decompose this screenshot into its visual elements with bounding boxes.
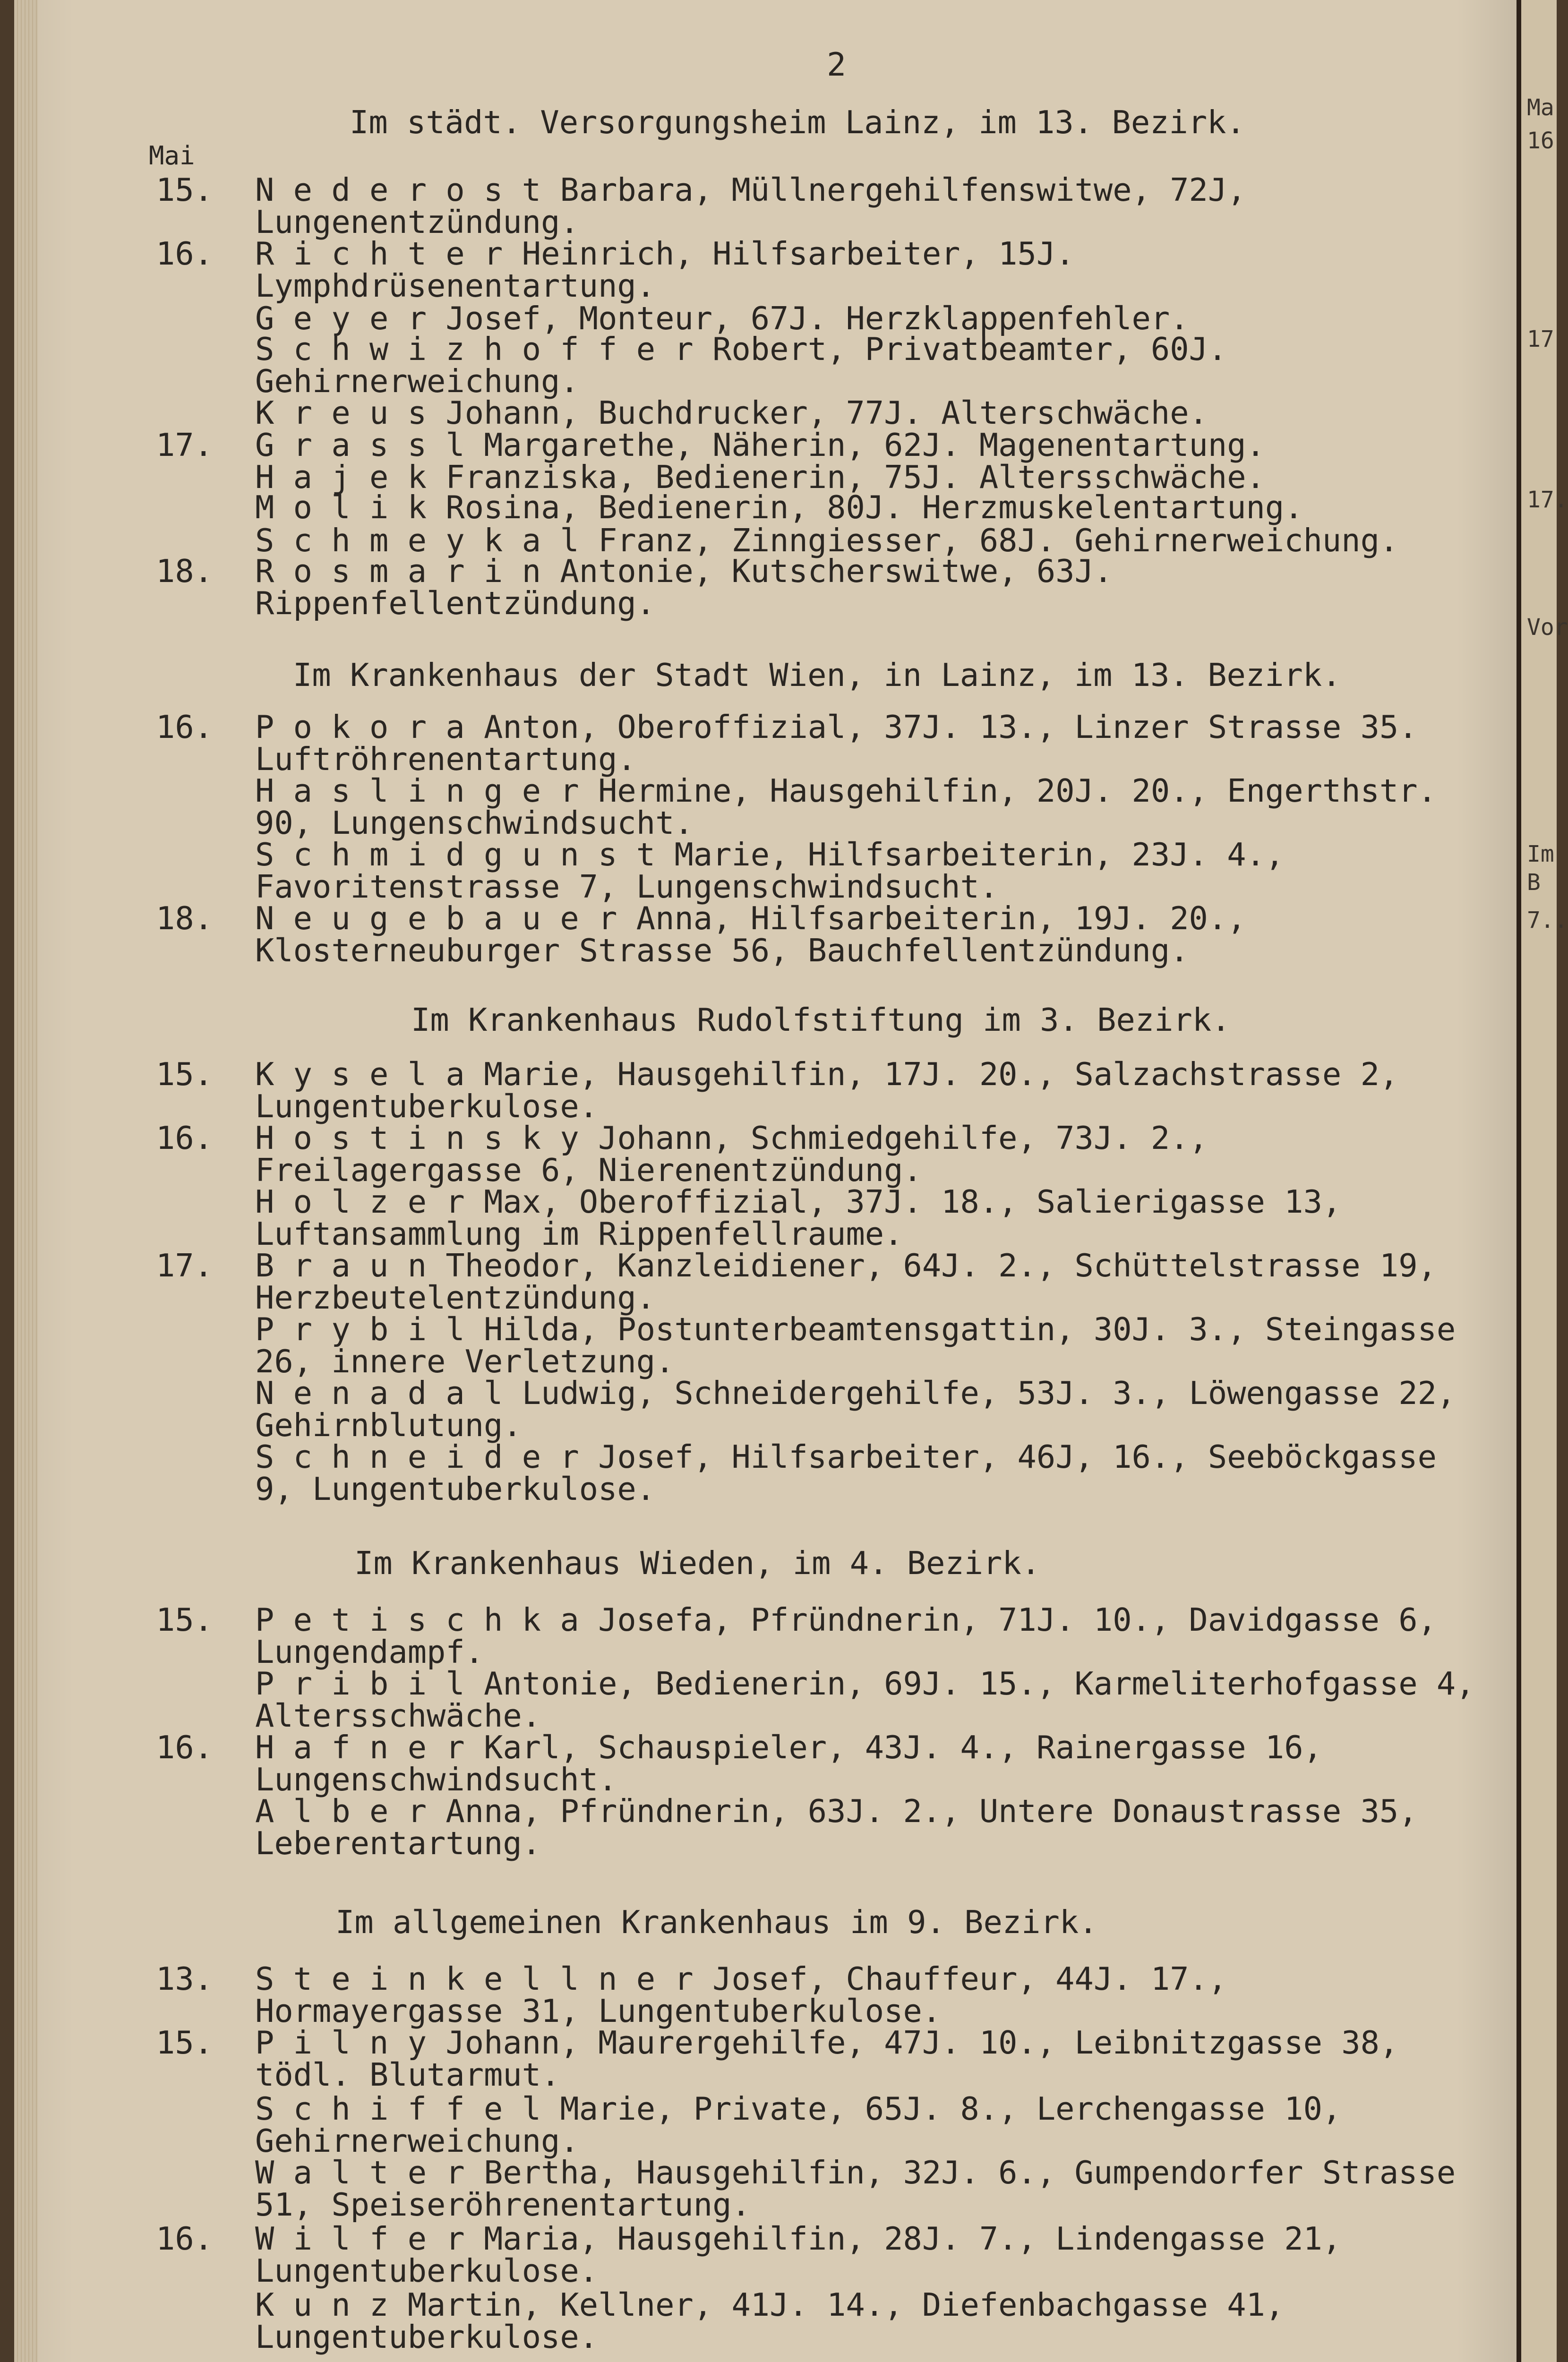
entry-details: Josef, Monteur, 67J. Herzklappenfehler. <box>446 300 1189 337</box>
entry-text <box>255 1665 1493 1734</box>
entry-text <box>255 772 1493 841</box>
entry-day: 16. <box>156 2220 214 2257</box>
entry-surname: N e n a d a l <box>255 1375 503 1412</box>
entry-text <box>255 1375 1493 1444</box>
entry-details: Hermine, Hausgehilfin, 20J. 20., Engerthstr. 90, Lungenschwindsucht. <box>255 772 1437 841</box>
entry-day: 15. <box>156 1056 214 1093</box>
entry-details: Anton, Oberoffizial, 37J. 13., Linzer Strasse 35. Luftröhrenentartung. <box>255 709 1418 778</box>
adjacent-text-4: Vor <box>1527 614 1568 641</box>
entry-text <box>255 1438 1493 1507</box>
entry-surname: S c h w i z h o f f e r <box>255 331 694 368</box>
entry-text <box>255 1731 1493 1796</box>
entry-text <box>255 394 1493 431</box>
entry-details: Johann, Schmiedgehilfe, 73J. 2., Freilagergasse 6, Nierenentzündung. <box>255 1120 1208 1189</box>
entry-details: Karl, Schauspieler, 43J. 4., Rainergasse 16, Lungenschwindsucht. <box>255 1729 1322 1798</box>
entry-surname: H a f n e r <box>255 1729 465 1766</box>
entry-details: Theodor, Kanzleidiener, 64J. 2., Schüttelstrasse 19, Herzbeutelentzündung. <box>255 1247 1437 1316</box>
entry-day: 16. <box>156 1120 214 1156</box>
entry-details: Josef, Chauffeur, 44J. 17., Hormayergasse 31, Lungentuberkulose. <box>255 1960 1227 2029</box>
entry-text <box>255 489 1493 526</box>
entry-surname: N e d e r o s t <box>255 171 541 208</box>
entry-details: Marie, Private, 65J. 8., Lerchengasse 10, Gehirnerweichung. <box>255 2090 1342 2159</box>
entry-surname: K y s e l a <box>255 1056 465 1093</box>
entry-day: 15. <box>156 2024 214 2061</box>
entry-text <box>255 2220 1493 2289</box>
entry-text <box>255 235 1493 304</box>
month-label: Mai <box>149 141 195 171</box>
entry-surname: P r y b i l <box>255 1311 465 1348</box>
entry-surname: K u n z <box>255 2286 389 2323</box>
entry-surname: P r i b i l <box>255 1665 465 1702</box>
entry-details: Antonie, Kutscherswitwe, 63J. Rippenfellentzündung. <box>255 553 1113 622</box>
entry-details: Josefa, Pfründnerin, 71J. 10., Davidgasse 6, Lungendampf. <box>255 1601 1437 1670</box>
entry-day: 13. <box>156 1960 214 1997</box>
entry-surname: W i l f e r <box>255 2220 465 2257</box>
entry-details: Martin, Kellner, 41J. 14., Diefenbachgasse 41, Lungentuberkulose. <box>255 2286 1285 2355</box>
entry-details: Johann, Maurergehilfe, 47J. 10., Leibnitzgasse 38, tödl. Blutarmut. <box>255 2024 1399 2093</box>
entry-text <box>255 459 1493 496</box>
section-heading: Im allgemeinen Krankenhaus im 9. Bezirk. <box>335 1904 1098 1941</box>
entry-text <box>255 1120 1493 1189</box>
entry-surname: N e u g e b a u e r <box>255 900 617 937</box>
adjacent-text-3: 17. <box>1527 487 1568 513</box>
entry-text <box>255 2090 1493 2159</box>
entry-surname: P o k o r a <box>255 709 465 745</box>
adjacent-text-1: 16 <box>1527 128 1554 154</box>
entry-day: 16. <box>156 235 214 272</box>
entry-details: Ludwig, Schneidergehilfe, 53J. 3., Löwengasse 22, Gehirnblutung. <box>255 1375 1456 1444</box>
document-page <box>14 0 1517 2362</box>
page-stack-edge <box>14 0 38 2362</box>
entry-surname: P e t i s c h k a <box>255 1601 579 1638</box>
section-heading: Im städt. Versorgungsheim Lainz, im 13. Bezirk. <box>350 104 1245 141</box>
entry-text <box>255 2286 1493 2355</box>
entry-text <box>255 1249 1493 1314</box>
entry-details: Anna, Pfründnerin, 63J. 2., Untere Donaustrasse 35, Leberentartung. <box>255 1793 1418 1862</box>
entry-details: Heinrich, Hilfsarbeiter, 15J. Lymphdrüsenentartung. <box>255 235 1075 304</box>
entry-text <box>255 1960 1493 2029</box>
entry-details: Barbara, Müllnergehilfenswitwe, 72J, Lungenentzündung. <box>255 171 1246 240</box>
adjacent-page-edge <box>1517 0 1568 2362</box>
entry-surname: G r a s s l <box>255 427 465 463</box>
entry-details: Margarethe, Näherin, 62J. Magenentartung. <box>484 427 1265 463</box>
adjacent-text-0: Ma <box>1527 94 1554 121</box>
entry-day: 17. <box>156 1247 214 1284</box>
entry-details: Rosina, Bedienerin, 80J. Herzmuskelentartung. <box>446 489 1303 526</box>
section-heading: Im Krankenhaus der Stadt Wien, in Lainz, im 13. Bezirk. <box>293 657 1341 693</box>
entry-surname: A l b e r <box>255 1793 427 1830</box>
entry-surname: K r e u s <box>255 394 427 431</box>
entry-text <box>255 2154 1493 2223</box>
entry-surname: S c h m e y k a l <box>255 522 579 559</box>
entry-text <box>255 2024 1493 2093</box>
entry-surname: G e y e r <box>255 300 427 337</box>
entry-surname: S c h i f f e l <box>255 2090 541 2127</box>
entry-text <box>255 902 1493 967</box>
entry-surname: B r a u n <box>255 1247 427 1284</box>
entry-text <box>255 331 1493 400</box>
entry-day: 16. <box>156 709 214 745</box>
entry-details: Bertha, Hausgehilfin, 32J. 6., Gumpendorfer Strasse 51, Speiseröhrenentartung. <box>255 2154 1456 2223</box>
entry-surname: R o s m a r i n <box>255 553 541 590</box>
entry-day: 16. <box>156 1729 214 1766</box>
entry-text <box>255 709 1493 778</box>
entry-text <box>255 1793 1493 1862</box>
adjacent-text-7: 7.. <box>1527 907 1568 933</box>
entry-text <box>255 1183 1493 1252</box>
entry-day: 15. <box>156 171 214 208</box>
entry-details: Robert, Privatbeamter, 60J. Gehirnerweichung. <box>255 331 1227 400</box>
entry-details: Anna, Hilfsarbeiterin, 19J. 20., Klosterneuburger Strasse 56, Bauchfellentzündung. <box>255 900 1246 969</box>
entry-text <box>255 429 1493 461</box>
entry-surname: H o l z e r <box>255 1183 465 1220</box>
entry-details: Max, Oberoffizial, 37J. 18., Salierigasse 13, Luftansammlung im Rippenfellraume. <box>255 1183 1342 1252</box>
entry-day: 18. <box>156 553 214 590</box>
adjacent-text-5: Im <box>1527 841 1554 867</box>
adjacent-text-2: 17 <box>1527 326 1554 352</box>
entry-surname: M o l i k <box>255 489 427 526</box>
entry-details: Hilda, Postunterbeamtensgattin, 30J. 3., Steingasse 26, innere Verletzung. <box>255 1311 1456 1380</box>
entry-text <box>255 300 1493 337</box>
entry-day: 17. <box>156 427 214 463</box>
entry-details: Marie, Hilfsarbeiterin, 23J. 4., Favoritenstrasse 7, Lungenschwindsucht. <box>255 836 1285 905</box>
entry-surname: H a s l i n g e r <box>255 772 579 809</box>
entry-surname: W a l t e r <box>255 2154 465 2191</box>
entry-surname: H o s t i n s k y <box>255 1120 579 1156</box>
section-heading: Im Krankenhaus Rudolfstiftung im 3. Bezirk. <box>411 1001 1231 1038</box>
entry-surname: P i l n y <box>255 2024 427 2061</box>
entry-text <box>255 1601 1493 1670</box>
page-number: 2 <box>827 46 846 84</box>
entry-surname: H a j e k <box>255 459 427 496</box>
section-heading: Im Krankenhaus Wieden, im 4. Bezirk. <box>354 1545 1041 1582</box>
entry-details: Antonie, Bedienerin, 69J. 15., Karmeliterhofgasse 4, Altersschwäche. <box>255 1665 1475 1734</box>
entry-text <box>255 553 1493 622</box>
entry-text <box>255 522 1493 559</box>
entry-details: Franz, Zinngiesser, 68J. Gehirnerweichung. <box>598 522 1399 559</box>
entry-surname: S t e i n k e l l n e r <box>255 1960 694 1997</box>
entry-details: Marie, Hausgehilfin, 17J. 20., Salzachstrasse 2, Lungentuberkulose. <box>255 1056 1399 1125</box>
adjacent-text-6: B <box>1527 869 1541 896</box>
entry-day: 18. <box>156 900 214 937</box>
entry-text <box>255 171 1493 240</box>
entry-details: Maria, Hausgehilfin, 28J. 7., Lindengasse 21, Lungentuberkulose. <box>255 2220 1342 2289</box>
entry-text <box>255 1056 1493 1125</box>
entry-surname: R i c h t e r <box>255 235 503 272</box>
entry-details: Josef, Hilfsarbeiter, 46J, 16., Seeböckgasse 9, Lungentuberkulose. <box>255 1438 1437 1507</box>
entry-details: Franziska, Bedienerin, 75J. Altersschwäche. <box>446 459 1265 496</box>
entry-day: 15. <box>156 1601 214 1638</box>
entry-surname: S c h m i d g u n s t <box>255 836 656 873</box>
entry-surname: S c h n e i d e r <box>255 1438 579 1475</box>
entry-text <box>255 836 1493 905</box>
entry-text <box>255 1313 1493 1378</box>
entry-details: Johann, Buchdrucker, 77J. Alterschwäche. <box>446 394 1208 431</box>
